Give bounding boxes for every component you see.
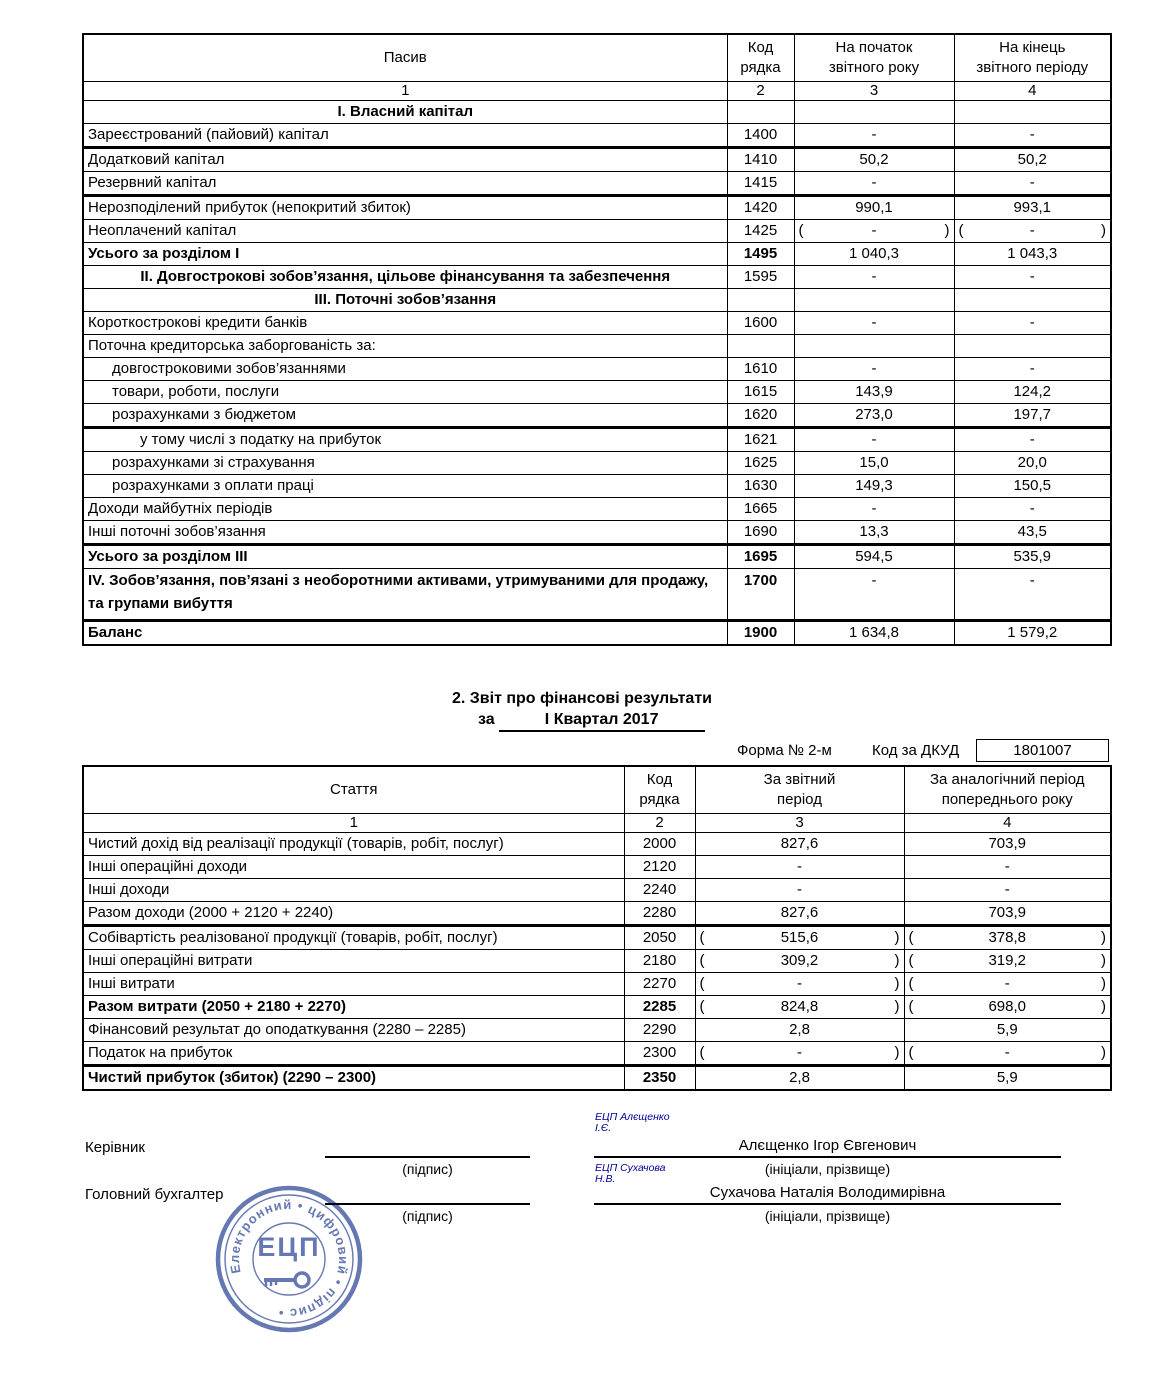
row-code-cell: 1621 xyxy=(727,428,794,452)
table-row xyxy=(83,312,1111,335)
row-value-cell: 5,9 xyxy=(904,1066,1111,1091)
row-label-cell: розрахунками з оплати праці xyxy=(83,475,727,498)
net-profit-row xyxy=(83,1066,1111,1091)
row-value-cell: - xyxy=(954,358,1111,381)
total-row-section3 xyxy=(83,545,1111,569)
row-value-cell: - xyxy=(954,428,1111,452)
row-label-cell: Чистий прибуток (збиток) (2290 – 2300) xyxy=(83,1066,624,1091)
row-label-cell: Собівартість реалізованої продукції (товарів, робіт, послуг) xyxy=(83,926,624,950)
header-period-end: На кінець звітного періоду xyxy=(954,34,1111,82)
row-value-cell: ( - ) xyxy=(954,220,1111,243)
row-value-cell: 990,1 xyxy=(794,196,954,220)
table-row xyxy=(83,124,1111,148)
row-code-cell: 1630 xyxy=(727,475,794,498)
row-code-cell: 1600 xyxy=(727,312,794,335)
table-row xyxy=(83,879,1111,902)
row-value-cell: 273,0 xyxy=(794,404,954,428)
table-row xyxy=(83,172,1111,196)
row-value-cell: 827,6 xyxy=(695,833,904,856)
row-value-cell: - xyxy=(904,856,1111,879)
table-row xyxy=(83,381,1111,404)
row-code-cell: 1610 xyxy=(727,358,794,381)
row-value-cell: ( 515,6 ) xyxy=(695,926,904,950)
row-value-cell: 703,9 xyxy=(904,833,1111,856)
row-value-cell: ( 698,0 ) xyxy=(904,996,1111,1019)
section-row xyxy=(83,101,1111,124)
section-title: ІІІ. Поточні зобов’язання xyxy=(83,289,727,312)
row-code-cell: 2270 xyxy=(624,973,695,996)
director-label: Керівник xyxy=(85,1139,145,1156)
row-value-cell: 993,1 xyxy=(954,196,1111,220)
stamp-center-label: ЕЦП xyxy=(257,1232,321,1262)
row-value-cell: 535,9 xyxy=(954,545,1111,569)
row-value-cell: 149,3 xyxy=(794,475,954,498)
row-value-cell: ( 824,8 ) xyxy=(695,996,904,1019)
row-value-cell: 43,5 xyxy=(954,521,1111,545)
row-value-cell: 50,2 xyxy=(954,148,1111,172)
row-value-cell: 143,9 xyxy=(794,381,954,404)
row-label-cell: IV. Зобов’язання, пов’язані з необоротними активами, утримуваними для продажу, та групами вибуття xyxy=(83,569,727,621)
table-row xyxy=(83,950,1111,973)
header-stattia: Стаття xyxy=(83,766,624,814)
row-value-cell: - xyxy=(954,172,1111,196)
table-row xyxy=(83,1019,1111,1042)
row-value-cell: 1 579,2 xyxy=(954,621,1111,646)
row-code-cell: 1415 xyxy=(727,172,794,196)
row-code-cell: 2000 xyxy=(624,833,695,856)
row-value-cell: - xyxy=(794,569,954,621)
table-row xyxy=(83,521,1111,545)
row-label-cell: довгостроковими зобов’язаннями xyxy=(83,358,727,381)
income-statement-table xyxy=(82,765,1112,1091)
row-label-cell: Усього за розділом І xyxy=(83,243,727,266)
row-value-cell: ( 319,2 ) xyxy=(904,950,1111,973)
header-period-start: На початок звітного року xyxy=(794,34,954,82)
table-row xyxy=(83,196,1111,220)
row-value-cell: 124,2 xyxy=(954,381,1111,404)
row-code-cell: 1410 xyxy=(727,148,794,172)
row-value-cell: 2,8 xyxy=(695,1066,904,1091)
row-label-cell: Резервний капітал xyxy=(83,172,727,196)
row-code-cell: 1695 xyxy=(727,545,794,569)
section-row xyxy=(83,289,1111,312)
row-code-cell: 2280 xyxy=(624,902,695,926)
row-value-cell: 197,7 xyxy=(954,404,1111,428)
row-label-cell: Податок на прибуток xyxy=(83,1042,624,1066)
total-row-section1 xyxy=(83,243,1111,266)
row-code-cell: 2285 xyxy=(624,996,695,1019)
row-label-cell: Чистий дохід від реалізації продукції (товарів, робіт, послуг) xyxy=(83,833,624,856)
total-income-row xyxy=(83,902,1111,926)
row-value-cell: 150,5 xyxy=(954,475,1111,498)
row-value-cell: 13,3 xyxy=(794,521,954,545)
table-row xyxy=(83,452,1111,475)
row-code-cell: 1665 xyxy=(727,498,794,521)
row-label-cell: Інші витрати xyxy=(83,973,624,996)
row-code-cell: 1400 xyxy=(727,124,794,148)
section4-row xyxy=(83,569,1111,621)
row-value-cell: - xyxy=(695,879,904,902)
report-title: 2. Звіт про фінансові результати xyxy=(451,690,712,707)
header-passiv: Пасив xyxy=(83,34,727,82)
row-code-cell: 1620 xyxy=(727,404,794,428)
table-row xyxy=(83,856,1111,879)
sign-caption: (підпис) xyxy=(402,1161,453,1177)
row-code-cell: 1595 xyxy=(727,266,794,289)
row-label-cell: Усього за розділом ІІІ xyxy=(83,545,727,569)
row-value-cell: - xyxy=(954,569,1111,621)
row-value-cell: - xyxy=(794,428,954,452)
header-previous-period: За аналогічний період попереднього року xyxy=(904,766,1111,814)
row-label-cell: розрахунками зі страхування xyxy=(83,452,727,475)
row-label-cell: розрахунками з бюджетом xyxy=(83,404,727,428)
row-label-cell: Доходи майбутніх періодів xyxy=(83,498,727,521)
dkud-code-box: 1801007 xyxy=(976,739,1109,762)
row-value-cell: ( 309,2 ) xyxy=(695,950,904,973)
row-code-cell: 1690 xyxy=(727,521,794,545)
table-row xyxy=(83,404,1111,428)
row-value-cell: - xyxy=(794,312,954,335)
row-value-cell: 1 043,3 xyxy=(954,243,1111,266)
header-code: Код рядка xyxy=(624,766,695,814)
row-code-cell: 1615 xyxy=(727,381,794,404)
row-value-cell: - xyxy=(954,498,1111,521)
row-label-cell: Інші поточні зобов’язання xyxy=(83,521,727,545)
row-label-cell: у тому числі з податку на прибуток xyxy=(83,428,727,452)
dkud-label: Код за ДКУД xyxy=(872,742,960,759)
row-label-cell: Нерозподілений прибуток (непокритий збиток) xyxy=(83,196,727,220)
digital-signature-stamp xyxy=(214,1184,364,1334)
director-name: Алєщенко Ігор Євгенович xyxy=(594,1137,1061,1158)
row-value-cell: 703,9 xyxy=(904,902,1111,926)
table-row xyxy=(83,498,1111,521)
row-code-cell: 2050 xyxy=(624,926,695,950)
report-period xyxy=(478,711,705,732)
row-value-cell: - xyxy=(904,879,1111,902)
column-number-row: 1 2 3 4 xyxy=(83,814,1111,833)
ecp-signature-note-accountant: ЕЦП Сухачова Н.В. xyxy=(595,1162,666,1185)
signature-line xyxy=(325,1188,530,1205)
row-label-cell: Короткострокові кредити банків xyxy=(83,312,727,335)
row-value-cell: 827,6 xyxy=(695,902,904,926)
row-code-cell: 1625 xyxy=(727,452,794,475)
row-label-cell: Баланс xyxy=(83,621,727,646)
row-code-cell: 2120 xyxy=(624,856,695,879)
sign-caption: (підпис) xyxy=(402,1208,453,1224)
period-value: І Квартал 2017 xyxy=(499,711,705,732)
initials-caption: (ініціали, прізвище) xyxy=(764,1208,891,1224)
row-value-cell: - xyxy=(794,172,954,196)
row-label-cell: Інші операційні доходи xyxy=(83,856,624,879)
row-value-cell: - xyxy=(954,312,1111,335)
form-number-label: Форма № 2-м xyxy=(737,742,832,759)
row-label-cell: ІІ. Довгострокові зобов’язання, цільове фінансування та забезпечення xyxy=(83,266,727,289)
row-value-cell: - xyxy=(695,856,904,879)
row-value-cell: 15,0 xyxy=(794,452,954,475)
total-expenses-row xyxy=(83,996,1111,1019)
table-header-row xyxy=(83,766,1111,814)
row-value-cell: 20,0 xyxy=(954,452,1111,475)
row-value-cell: ( - ) xyxy=(904,973,1111,996)
table-row xyxy=(83,148,1111,172)
table-row xyxy=(83,220,1111,243)
row-value-cell: - xyxy=(794,498,954,521)
signature-line xyxy=(325,1141,530,1158)
table-row xyxy=(83,973,1111,996)
header-current-period: За звітний період xyxy=(695,766,904,814)
row-label-cell: Фінансовий результат до оподаткування (2280 – 2285) xyxy=(83,1019,624,1042)
initials-caption: (ініціали, прізвище) xyxy=(764,1161,891,1177)
row-code-cell: 2300 xyxy=(624,1042,695,1066)
ecp-signature-note-director: ЕЦП Алєщенко І.Є. xyxy=(595,1111,670,1134)
row-code-cell: 2240 xyxy=(624,879,695,902)
row-value-cell: 2,8 xyxy=(695,1019,904,1042)
row-label-cell: товари, роботи, послуги xyxy=(83,381,727,404)
row-code-cell: 1425 xyxy=(727,220,794,243)
stamp-ring-text: Електронний • цифровий • підпис • xyxy=(226,1196,352,1322)
table-header-row xyxy=(83,34,1111,82)
header-code: Код рядка xyxy=(727,34,794,82)
table-row xyxy=(83,358,1111,381)
row-code-cell: 1495 xyxy=(727,243,794,266)
row-label-cell: Інші операційні витрати xyxy=(83,950,624,973)
row-label-cell: Поточна кредиторська заборгованість за: xyxy=(83,335,727,358)
table-row xyxy=(83,926,1111,950)
row-label-cell: Разом доходи (2000 + 2120 + 2240) xyxy=(83,902,624,926)
row-label-cell: Неоплачений капітал xyxy=(83,220,727,243)
table-row xyxy=(83,335,1111,358)
row-value-cell: - xyxy=(954,124,1111,148)
table-row xyxy=(83,1042,1111,1066)
table-row xyxy=(83,428,1111,452)
row-code-cell: 1700 xyxy=(727,569,794,621)
period-prefix: за xyxy=(478,711,495,728)
key-icon xyxy=(264,1273,309,1287)
row-label-cell: Зареєстрований (пайовий) капітал xyxy=(83,124,727,148)
balance-liabilities-table xyxy=(82,33,1112,646)
section-title: І. Власний капітал xyxy=(83,101,727,124)
row-value-cell: 5,9 xyxy=(904,1019,1111,1042)
row-value-cell: 594,5 xyxy=(794,545,954,569)
row-value-cell: ( 378,8 ) xyxy=(904,926,1111,950)
row-code-cell: 2180 xyxy=(624,950,695,973)
balance-total-row xyxy=(83,621,1111,646)
row-value-cell: ( - ) xyxy=(794,220,954,243)
row-code-cell: 1900 xyxy=(727,621,794,646)
section2-row xyxy=(83,266,1111,289)
row-value-cell: - xyxy=(794,358,954,381)
row-value-cell: - xyxy=(954,266,1111,289)
row-value-cell: ( - ) xyxy=(695,1042,904,1066)
table-row xyxy=(83,833,1111,856)
row-code-cell: 2290 xyxy=(624,1019,695,1042)
row-label-cell: Інші доходи xyxy=(83,879,624,902)
row-value-cell: 1 040,3 xyxy=(794,243,954,266)
row-value-cell: - xyxy=(794,266,954,289)
table-row xyxy=(83,475,1111,498)
row-label-cell: Додатковий капітал xyxy=(83,148,727,172)
row-code-cell: 1420 xyxy=(727,196,794,220)
row-value-cell: 1 634,8 xyxy=(794,621,954,646)
accountant-name: Сухачова Наталія Володимирівна xyxy=(594,1184,1061,1205)
row-code-cell: 2350 xyxy=(624,1066,695,1091)
row-value-cell: 50,2 xyxy=(794,148,954,172)
row-value-cell: ( - ) xyxy=(904,1042,1111,1066)
accountant-label: Головний бухгалтер xyxy=(85,1186,224,1203)
row-label-cell: Разом витрати (2050 + 2180 + 2270) xyxy=(83,996,624,1019)
column-number-row: 1 2 3 4 xyxy=(83,82,1111,101)
row-value-cell: ( - ) xyxy=(695,973,904,996)
row-value-cell: - xyxy=(794,124,954,148)
